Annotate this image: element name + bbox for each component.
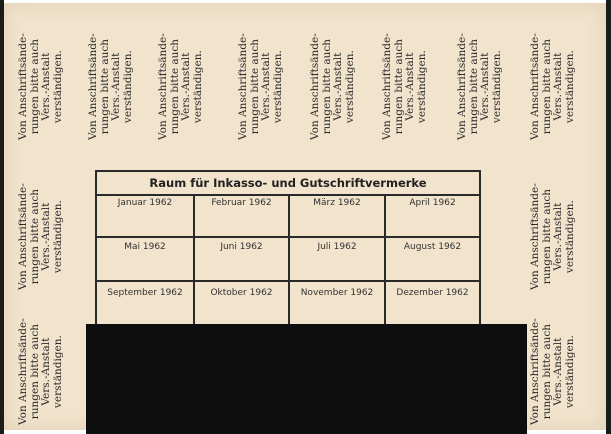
notice-line: Vers.-Anstalt [40,337,52,406]
notice-line: verständigen. [271,50,284,124]
table-divider [384,194,386,324]
notice-line: Vers.-Anstalt [552,337,564,406]
address-change-notice [88,33,134,140]
notice-line: Von Anschriftsände- [381,33,393,140]
month-cell: Januar 1962 [117,198,173,208]
notice-line: Vers.-Anstalt [40,202,52,271]
notice-line: verständigen. [563,200,576,274]
notice-line: verständigen. [51,200,64,274]
notice-line: Vers.-Anstalt [552,202,564,271]
table-divider [193,194,195,324]
table-divider [288,194,290,324]
month-cell: Dezember 1962 [396,288,469,298]
right-edge [606,0,611,434]
notice-line: verständigen. [121,50,134,124]
redaction-block [86,324,527,434]
month-cell: März 1962 [313,198,361,208]
notice-line: Vers.-Anstalt [260,52,272,121]
notice-line: rungen bitte auch [320,38,333,135]
notice-line: verständigen. [563,335,576,409]
address-change-notice [158,33,204,140]
notice-line: Von Anschriftsände- [237,33,249,140]
notice-line: verständigen. [343,50,356,124]
month-cell: Juli 1962 [317,242,357,252]
notice-line: verständigen. [490,50,503,124]
notice-line: Von Anschriftsände- [17,318,29,425]
notice-line: Von Anschriftsände- [529,183,541,290]
notice-line: rungen bitte auch [168,38,181,135]
notice-line: rungen bitte auch [392,38,405,135]
address-change-notice [382,33,428,140]
month-cell: Juni 1962 [220,242,263,252]
notice-line: rungen bitte auch [540,188,553,285]
month-cell: August 1962 [403,242,462,252]
month-cell: April 1962 [409,198,456,208]
notice-line: Von Anschriftsände- [17,33,29,140]
notice-line: Von Anschriftsände- [157,33,169,140]
address-change-notice [18,318,64,425]
month-cell: November 1962 [300,288,374,298]
notice-line: Vers.-Anstalt [404,52,416,121]
notice-line: verständigen. [51,50,64,124]
notice-line: Von Anschriftsände- [529,318,541,425]
notice-line: verständigen. [51,335,64,409]
address-change-notice [18,33,64,140]
notice-line: Vers.-Anstalt [40,52,52,121]
table-title: Raum für Inkasso- und Gutschriftvermerke [149,176,427,190]
address-change-notice [18,183,64,290]
month-cell: Mai 1962 [124,242,166,252]
notice-line: rungen bitte auch [28,38,41,135]
notice-line: Vers.-Anstalt [110,52,122,121]
collection-record-table [95,170,481,326]
notice-line: Vers.-Anstalt [332,52,344,121]
notice-line: rungen bitte auch [467,38,480,135]
notice-line: rungen bitte auch [540,38,553,135]
address-change-notice [530,318,576,425]
address-change-notice [310,33,356,140]
notice-line: rungen bitte auch [98,38,111,135]
notice-line: Von Anschriftsände- [87,33,99,140]
address-change-notice [238,33,284,140]
notice-line: Von Anschriftsände- [17,183,29,290]
notice-line: rungen bitte auch [28,323,41,420]
notice-line: Vers.-Anstalt [552,52,564,121]
notice-line: Von Anschriftsände- [456,33,468,140]
notice-line: rungen bitte auch [248,38,261,135]
notice-line: rungen bitte auch [540,323,553,420]
address-change-notice [457,33,503,140]
notice-line: Vers.-Anstalt [479,52,491,121]
notice-line: verständigen. [563,50,576,124]
notice-line: Von Anschriftsände- [529,33,541,140]
notice-line: verständigen. [191,50,204,124]
notice-line: rungen bitte auch [28,188,41,285]
month-cell: Februar 1962 [211,198,272,208]
month-cell: September 1962 [107,288,183,298]
address-change-notice [530,183,576,290]
notice-line: verständigen. [415,50,428,124]
notice-line: Vers.-Anstalt [180,52,192,121]
month-cell: Oktober 1962 [210,288,273,298]
address-change-notice [530,33,576,140]
notice-line: Von Anschriftsände- [309,33,321,140]
